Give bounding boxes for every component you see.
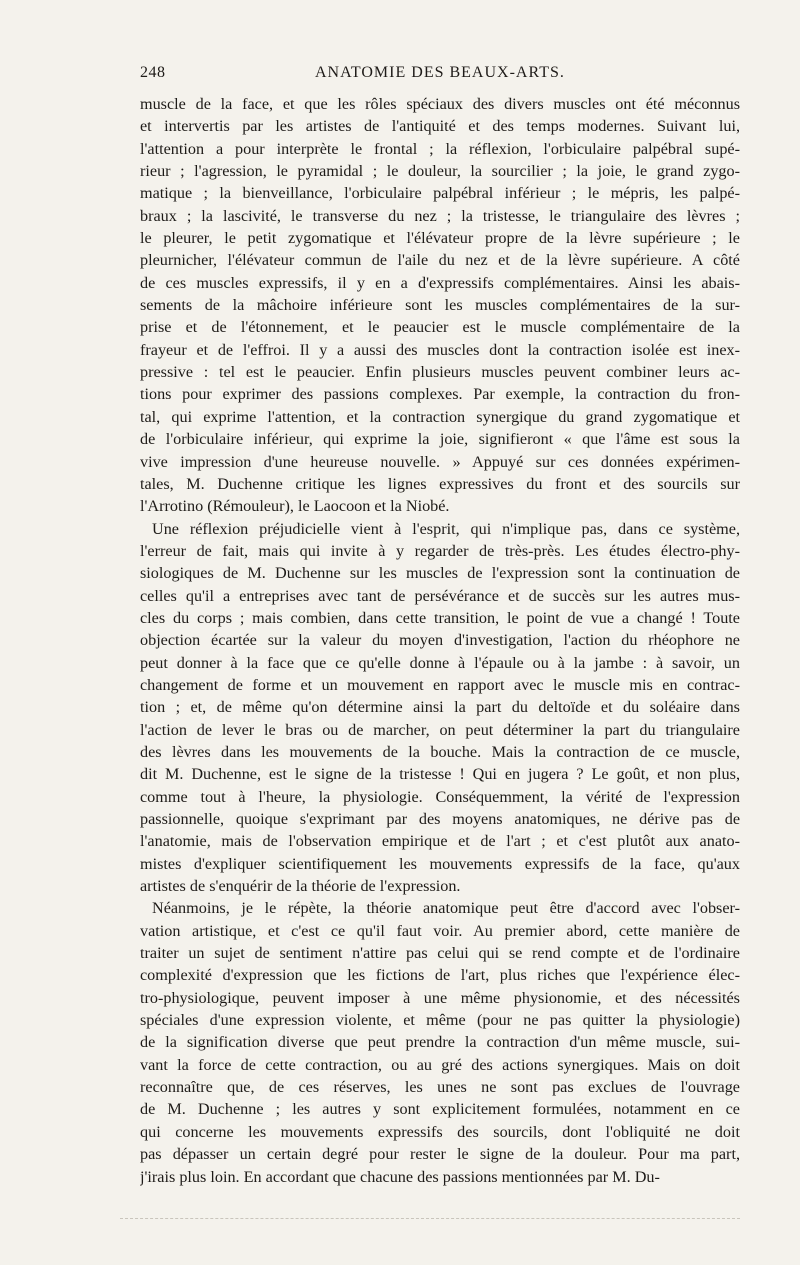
text-line: complexité d'expression que les fictions de l'art, plus riches que l'expérience élec-: [140, 966, 740, 985]
text-line: spéciales d'une expression violente, et même (pour ne pas quitter la physiologie): [140, 1011, 740, 1030]
text-line: de ces muscles expressifs, il y en a d'expressifs complémentaires. Ainsi les abais-: [140, 273, 740, 292]
text-line: passionnelle, quoique s'exprimant par des moyens anatomiques, ne dérive pas de: [140, 810, 740, 828]
text-line: vive impression d'une heureuse nouvelle. » Appuyé sur ces données expérimen-: [140, 452, 740, 471]
text-line: le pleurer, le petit zygomatique et l'élévateur propre de la lèvre supérieure ; le: [140, 229, 740, 248]
text-line: mistes d'expliquer scientifiquement les mouvements expressifs de la face, qu'aux: [140, 854, 740, 873]
text-line: qui concerne les mouvements expressifs des sourcils, dont l'obliquité ne doit: [140, 1122, 740, 1141]
text-line: changement de forme et un mouvement en rapport avec le muscle mis en contrac-: [140, 675, 740, 694]
text-line: comme tout à l'heure, la physiologie. Conséquemment, la vérité de l'expression: [140, 787, 740, 806]
text-line: objection écartée sur la valeur du moyen d'investigation, l'action du rhéophore ne: [140, 631, 740, 650]
text-line: l'action de lever le bras ou de marcher, on peut déterminer la part du triangulaire: [140, 720, 740, 739]
text-line: artistes de s'enquérir de la théorie de l'expression.: [140, 877, 461, 896]
text-line: de M. Duchenne ; les autres y sont explicitement formulées, notamment en ce: [140, 1100, 740, 1119]
text-line: pressive : tel est le peaucier. Enfin plusieurs muscles peuvent combiner leurs ac-: [140, 363, 740, 382]
text-line: et intervertis par les artistes de l'antiquité et des temps modernes. Suivant lui,: [140, 117, 740, 136]
text-line: pleurnicher, l'élévateur commun de l'aile du nez et de la lèvre supérieure. A côté: [140, 251, 740, 270]
text-line: l'erreur de fait, mais qui invite à y regarder de très-près. Les études électro-phy-: [140, 541, 740, 560]
text-line: frayeur et de l'effroi. Il y a aussi des muscles dont la contraction isolée est inex-: [140, 340, 740, 359]
text-line: l'attention a pour interprète le frontal ; la réflexion, l'orbiculaire palpébral supé-: [140, 139, 740, 158]
text-line: reconnaître que, de ces réserves, les unes ne sont pas exclues de l'ouvrage: [140, 1078, 740, 1097]
text-line: tro-physiologique, peuvent imposer à une même physionomie, et des nécessités: [140, 988, 740, 1007]
text-line: braux ; la lascivité, le transverse du nez ; la tristesse, le triangulaire des lèvres ;: [140, 206, 740, 225]
text-line: siologiques de M. Duchenne sur les muscles de l'expression sont la continuation de: [140, 564, 740, 583]
running-head: ANATOMIE DES BEAUX-ARTS.: [315, 64, 565, 81]
text-line: rieur ; l'agression, le pyramidal ; le douleur, la sourcilier ; la joie, le grand zygo-: [140, 162, 740, 181]
text-line: l'Arrotino (Rémouleur), le Laocoon et la Niobé.: [140, 497, 450, 516]
page-bottom-margin: [120, 1218, 740, 1219]
text-line: tions pour exprimer des passions complexes. Par exemple, la contraction du fron-: [140, 385, 740, 404]
page-number: 248: [140, 64, 166, 81]
text-line: de la signification diverse que peut prendre la contraction d'un même muscle, sui-: [140, 1033, 740, 1052]
text-line: tales, M. Duchenne critique les lignes expressives du front et des sourcils sur: [140, 474, 740, 493]
text-line: Néanmoins, je le répète, la théorie anatomique peut être d'accord avec l'obser-: [152, 899, 740, 918]
text-line: traiter un sujet de sentiment n'attire pas celui qui se rend compte et de l'ordinaire: [140, 944, 740, 963]
text-line: j'irais plus loin. En accordant que chacune des passions mentionnées par M. Du-: [140, 1167, 660, 1186]
text-line: Une réflexion préjudicielle vient à l'esprit, qui n'implique pas, dans ce système,: [152, 519, 740, 538]
text-line: peut donner à la face que ce qu'elle donne à l'épaule ou à la jambe : à savoir, un: [140, 653, 740, 672]
text-line: vant la force de cette contraction, ou au gré des actions synergiques. Mais on doit: [140, 1055, 740, 1074]
text-line: matique ; la bienveillance, l'orbiculaire palpébral inférieur ; le mépris, les palpé-: [140, 184, 740, 203]
page-header: [140, 62, 740, 90]
text-line: dit M. Duchenne, est le signe de la tristesse ! Qui en jugera ? Le goût, et non plus,: [140, 765, 740, 784]
body-text: [140, 93, 740, 1188]
text-line: celles qu'il a entreprises avec tant de persévérance et de succès sur les autres mus-: [140, 586, 740, 605]
text-line: prise et de l'étonnement, et le peaucier est le muscle complémentaire de la: [140, 318, 740, 337]
text-line: tion ; et, de même qu'on détermine ainsi la part du deltoïde et du soléaire dans: [140, 698, 740, 717]
text-line: pas dépasser un certain degré pour rester le signe de la douleur. Pour ma part,: [140, 1145, 740, 1164]
text-line: cles du corps ; mais combien, dans cette transition, le point de vue a changé ! Toute: [140, 608, 740, 627]
text-line: de l'orbiculaire inférieur, qui exprime la joie, signifieront « que l'âme est sous la: [140, 430, 740, 449]
text-line: muscle de la face, et que les rôles spéciaux des divers muscles ont été méconnus: [140, 95, 740, 113]
text-line: sements de la mâchoire inférieure sont les muscles complémentaires de la sur-: [140, 296, 740, 315]
text-line: des lèvres dans les mouvements de la bouche. Mais la contraction de ce muscle,: [140, 742, 740, 761]
text-line: l'anatomie, mais de l'observation empirique et de l'art ; et c'est plutôt aux anato-: [140, 832, 740, 851]
text-line: tal, qui exprime l'attention, et la contraction synergique du grand zygomatique et: [140, 407, 740, 426]
text-line: vation artistique, et c'est ce qu'il faut voir. Au premier abord, cette manière de: [140, 921, 740, 940]
